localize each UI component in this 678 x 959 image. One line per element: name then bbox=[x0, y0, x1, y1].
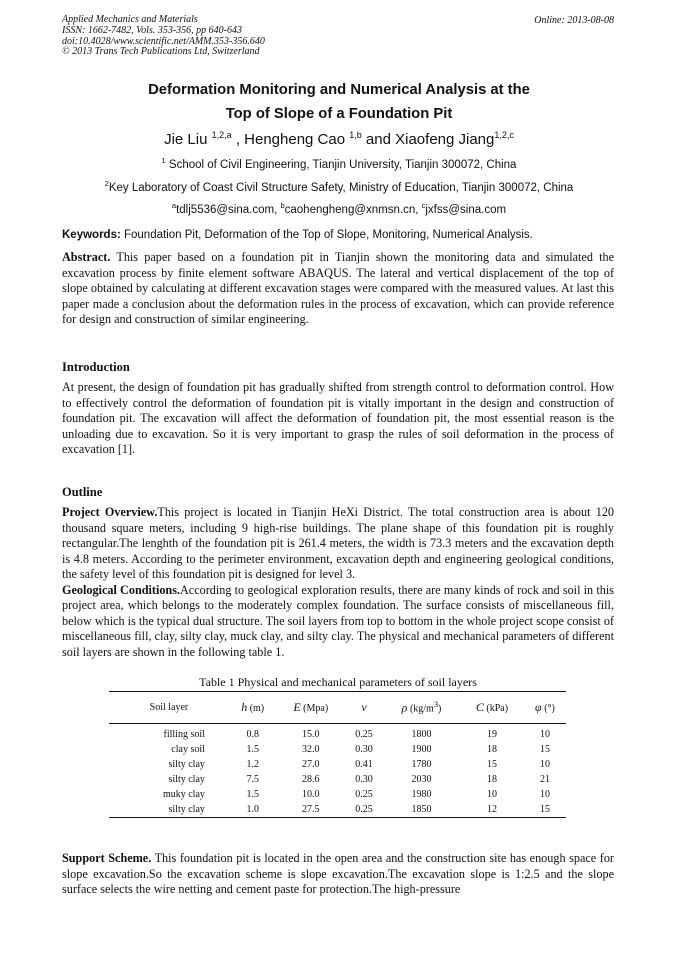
cell-rho: 1800 bbox=[411, 729, 432, 741]
emails bbox=[40, 201, 638, 216]
email-a-sup: a bbox=[171, 201, 177, 210]
paper-title-line-1: Deformation Monitoring and Numerical Analysis at the bbox=[148, 82, 530, 98]
cell-phi: 10 bbox=[539, 759, 550, 771]
cell-e: 28.6 bbox=[302, 774, 320, 786]
cell-h: 1.0 bbox=[229, 802, 277, 818]
col-soil-layer: Soil layer bbox=[109, 692, 229, 724]
soil-parameters-table bbox=[109, 691, 566, 818]
abstract bbox=[62, 250, 614, 328]
email-b: caohengheng@xnmsn.cn, bbox=[284, 203, 422, 216]
email-b-sup: b bbox=[280, 201, 285, 210]
col-v: v bbox=[345, 692, 383, 724]
email-a: tdlj5536@sina.com, bbox=[176, 203, 281, 216]
author-3: and Xiaofeng Jiang bbox=[361, 131, 495, 148]
online-date: Online: 2013-08-08 bbox=[534, 15, 614, 26]
author-2-sup: 1,b bbox=[349, 130, 362, 140]
cell-soil: silty clay bbox=[168, 774, 205, 786]
table-1-caption: Table 1 Physical and mechanical parameters of soil layers bbox=[199, 675, 477, 689]
journal-header bbox=[62, 15, 265, 58]
cell-c: 19 bbox=[486, 729, 497, 741]
cell-h: 0.8 bbox=[246, 729, 259, 741]
author-3-sup: 1,2,c bbox=[494, 130, 514, 140]
cell-c: 18 bbox=[486, 744, 497, 756]
cell-rho: 1900 bbox=[411, 744, 432, 756]
cell-v: 0.30 bbox=[355, 774, 373, 786]
keywords-text: Foundation Pit, Deformation of the Top of Slope, Monitoring, Numerical Analysis. bbox=[120, 229, 533, 241]
affiliation-2-text: Key Laboratory of Coast Civil Structure Safety, Ministry of Education, Tianjin 300072, China bbox=[108, 181, 574, 194]
journal-name: Applied Mechanics and Materials bbox=[62, 14, 198, 25]
cell-soil: clay soil bbox=[171, 744, 205, 756]
author-list bbox=[40, 130, 638, 148]
col-rho: ρ $(kg/m^3)$ bbox=[383, 692, 460, 724]
support-scheme-text: This foundation pit is located in the open area and the construction site has enough space for slope excavation.So the excavation scheme is slope excavation.The excavation slope is 1:2.5 and the slope surface selects the wire netting and cement paste for protection.The high-pressure bbox=[62, 851, 614, 896]
cell-phi: 10 bbox=[539, 729, 550, 741]
email-c: jxfss@sina.com bbox=[425, 203, 507, 216]
cell-e: 32.0 bbox=[302, 744, 320, 756]
col-c: C (kPa) bbox=[460, 692, 524, 724]
cell-h: 1.5 bbox=[246, 744, 259, 756]
col-phi: φ (°) bbox=[524, 692, 566, 724]
affiliation-1-sup: 1 bbox=[161, 156, 166, 165]
project-overview-text: This project is located in Tianjin HeXi District. The total construction area is about 120 thousand square meters, including 9 high-rise buildings. The plane shape of this foundation pit is roughly rectangular.The lenghth of the foundation pit is 261.4 meters, the width is 73.3 meters and the excavation depth is 4.8 meters. According to the perimeter environment, excavation depth and engineering geological conditions, the safety level of this foundation pit is designed for level 3. bbox=[62, 505, 615, 581]
table-header-row bbox=[109, 692, 566, 724]
cell-soil: silty clay bbox=[168, 759, 205, 771]
author-1-sup: 1,2,a bbox=[211, 130, 232, 140]
table-row bbox=[109, 787, 566, 802]
cell-rho: 1850 bbox=[383, 802, 460, 818]
affiliation-1-text: School of Civil Engineering, Tianjin University, Tianjin 300072, China bbox=[165, 158, 517, 171]
affiliation-1 bbox=[40, 156, 638, 171]
introduction-heading: Introduction bbox=[62, 360, 130, 374]
col-h: h (m) bbox=[229, 692, 277, 724]
table-row bbox=[109, 757, 566, 772]
col-e: E (Mpa) bbox=[276, 692, 345, 724]
author-2: , Hengheng Cao bbox=[231, 131, 350, 148]
cell-c: 15 bbox=[486, 759, 497, 771]
geological-conditions-label: Geological Conditions. bbox=[62, 582, 180, 597]
affiliation-2-sup: 2 bbox=[104, 179, 109, 188]
table-row bbox=[109, 802, 566, 818]
outline-heading: Outline bbox=[62, 485, 103, 499]
cell-rho: 1980 bbox=[411, 789, 432, 801]
geological-conditions-text: According to geological exploration results, there are many kinds of rock and soil in this project area, which belongs to the moderately complex foundation. The surface consists of miscellaneous fill, below which is the typical dual structure. The soil layers from top to bottom in the whole project scope consist of miscellaneous fill, clay, silty clay, muck clay, and silty clay. The physical and mechanical parameters of different soil layers are shown in the following table 1. bbox=[62, 582, 614, 659]
keywords-label: Keywords: bbox=[62, 229, 121, 241]
cell-rho: 2030 bbox=[411, 774, 432, 786]
cell-phi: 15 bbox=[524, 802, 566, 818]
cell-e: 10.0 bbox=[302, 789, 320, 801]
cell-soil: muky clay bbox=[162, 789, 205, 801]
support-scheme bbox=[62, 851, 614, 898]
cell-c: 18 bbox=[486, 774, 497, 786]
cell-c: 10 bbox=[486, 789, 497, 801]
introduction-text: At present, the design of foundation pit has gradually shifted from strength control to deformation control. How to effectively control the deformation of foundation pit is vitally important in the design and construction of foundation pit. The excavation will affect the deformation of foundation pit, the most essential reason is the unloading due to excavation. So it is very important to grasp the rules of soil deformation in the process of excavation [1]. bbox=[62, 380, 614, 456]
abstract-label: Abstract. bbox=[62, 250, 111, 264]
project-overview bbox=[62, 505, 614, 660]
issn-line: ISSN: 1662-7482, Vols. 353-356, pp 640-643 bbox=[62, 24, 242, 36]
table-row bbox=[109, 724, 566, 743]
cell-v: 0.25 bbox=[345, 802, 383, 818]
cell-soil: silty clay bbox=[109, 802, 229, 818]
email-c-sup: c bbox=[421, 201, 426, 210]
cell-h: 7.5 bbox=[246, 774, 259, 786]
doi-line: doi:10.4028/www.scientific.net/AMM.353-356.640 bbox=[62, 35, 265, 47]
cell-soil: filling soil bbox=[163, 729, 205, 741]
table-row bbox=[109, 742, 566, 757]
cell-h: 1.2 bbox=[246, 759, 259, 771]
cell-e: 15.0 bbox=[302, 729, 320, 741]
table-row bbox=[109, 772, 566, 787]
author-1: Jie Liu bbox=[164, 131, 212, 148]
cell-v: 0.25 bbox=[355, 789, 373, 801]
project-overview-label: Project Overview. bbox=[62, 505, 158, 519]
cell-rho: 1780 bbox=[411, 759, 432, 771]
cell-v: 0.25 bbox=[355, 729, 373, 741]
cell-v: 0.41 bbox=[355, 759, 373, 771]
paper-title-line-2: Top of Slope of a Foundation Pit bbox=[225, 106, 453, 122]
copyright-line: © 2013 Trans Tech Publications Ltd, Switzerland bbox=[62, 46, 260, 58]
cell-phi: 10 bbox=[539, 789, 550, 801]
cell-phi: 15 bbox=[539, 744, 550, 756]
affiliation-2 bbox=[40, 179, 638, 194]
cell-h: 1.5 bbox=[246, 789, 259, 801]
cell-c: 12 bbox=[460, 802, 524, 818]
cell-phi: 21 bbox=[539, 774, 550, 786]
abstract-text: This paper based on a foundation pit in Tianjin shown the monitoring data and simulated the excavation process by finite element software ABAQUS. The lateral and vertical displacement of the top of slope obtained by calculating at different excavation stages were compared with the measured values. At last this paper made a conclusion about the deformation rules in the process of excavation, which can provide reference for design and construction of similar engineering. bbox=[62, 250, 614, 326]
support-scheme-label: Support Scheme. bbox=[62, 851, 152, 865]
cell-e: 27.0 bbox=[302, 759, 320, 771]
cell-v: 0.30 bbox=[355, 744, 373, 756]
keywords bbox=[62, 229, 622, 241]
cell-e: 27.5 bbox=[276, 802, 345, 818]
